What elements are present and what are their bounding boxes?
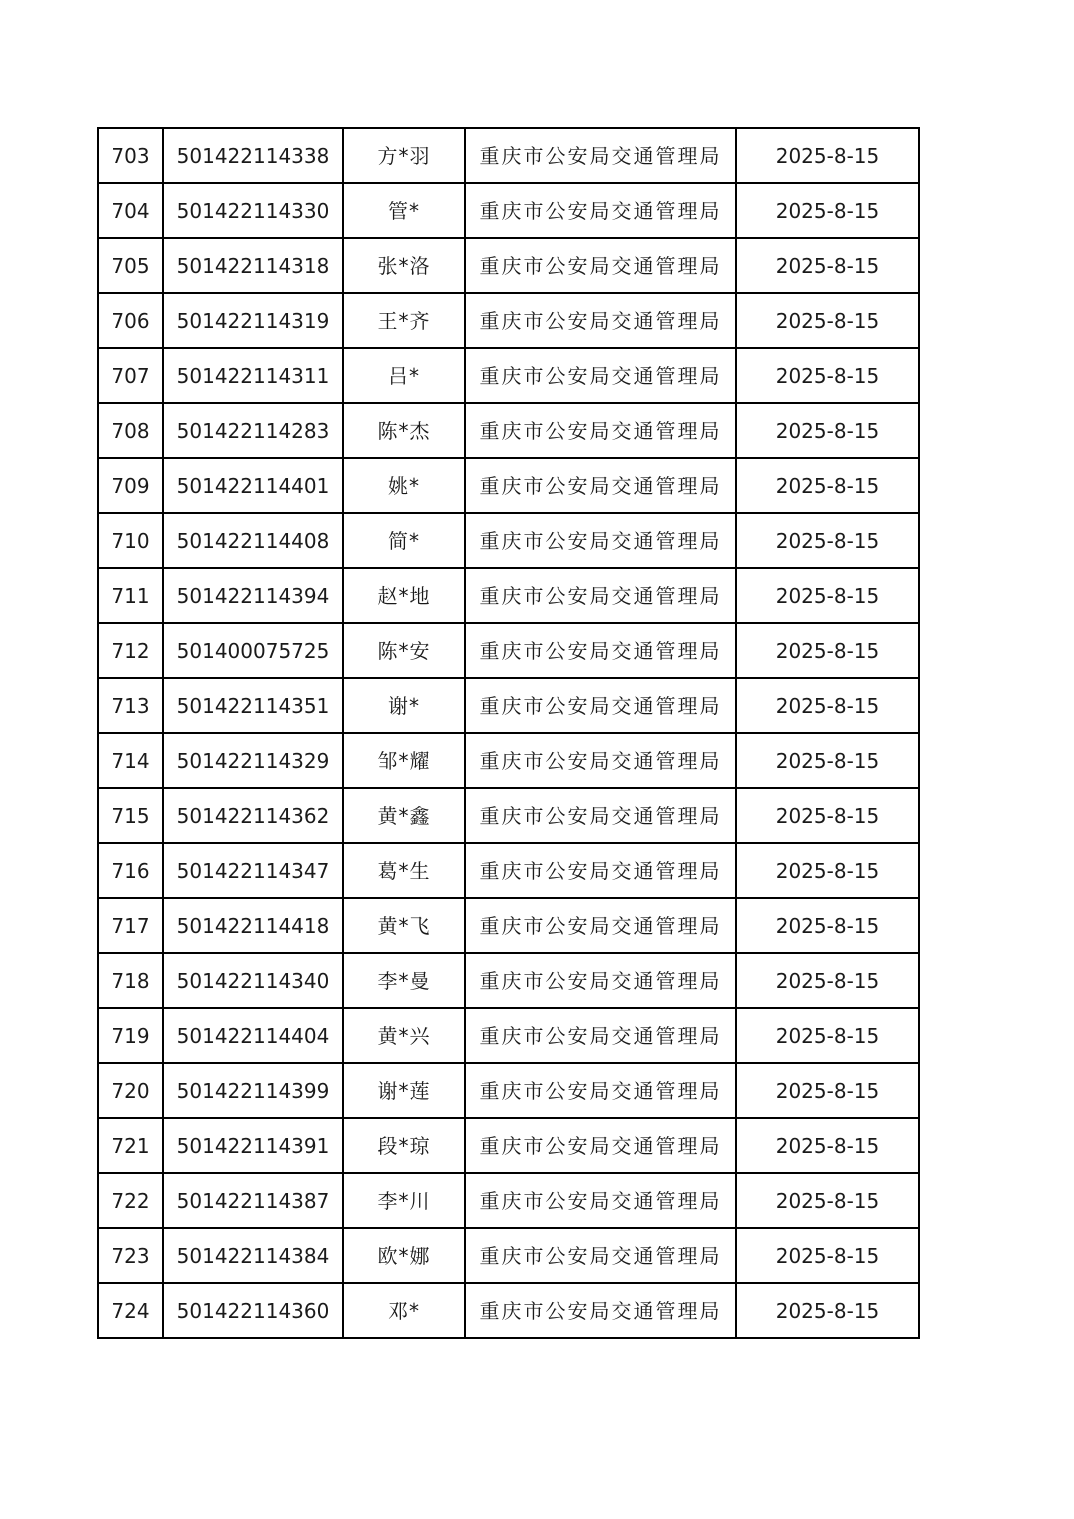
table-row <box>98 458 919 513</box>
table-row <box>98 1228 919 1283</box>
person-name: 王*齐 <box>343 293 465 348</box>
row-number: 717 <box>98 898 163 953</box>
table-row <box>98 348 919 403</box>
row-number: 708 <box>98 403 163 458</box>
issuing-authority: 重庆市公安局交通管理局 <box>465 348 736 403</box>
person-name: 李*川 <box>343 1173 465 1228</box>
row-number: 710 <box>98 513 163 568</box>
issuing-authority: 重庆市公安局交通管理局 <box>465 898 736 953</box>
issuing-authority: 重庆市公安局交通管理局 <box>465 183 736 238</box>
row-number: 712 <box>98 623 163 678</box>
row-number: 718 <box>98 953 163 1008</box>
record-id: 501422114401 <box>163 458 343 513</box>
record-date: 2025-8-15 <box>736 1008 919 1063</box>
record-date: 2025-8-15 <box>736 513 919 568</box>
record-date: 2025-8-15 <box>736 348 919 403</box>
record-id: 501422114329 <box>163 733 343 788</box>
record-date: 2025-8-15 <box>736 183 919 238</box>
record-date: 2025-8-15 <box>736 788 919 843</box>
issuing-authority: 重庆市公安局交通管理局 <box>465 1228 736 1283</box>
issuing-authority: 重庆市公安局交通管理局 <box>465 403 736 458</box>
record-date: 2025-8-15 <box>736 128 919 183</box>
records-table <box>97 127 920 1339</box>
person-name: 段*琼 <box>343 1118 465 1173</box>
issuing-authority: 重庆市公安局交通管理局 <box>465 1173 736 1228</box>
row-number: 713 <box>98 678 163 733</box>
record-id: 501422114404 <box>163 1008 343 1063</box>
record-date: 2025-8-15 <box>736 293 919 348</box>
issuing-authority: 重庆市公安局交通管理局 <box>465 238 736 293</box>
issuing-authority: 重庆市公安局交通管理局 <box>465 733 736 788</box>
record-date: 2025-8-15 <box>736 733 919 788</box>
table-row <box>98 678 919 733</box>
record-id: 501422114318 <box>163 238 343 293</box>
record-date: 2025-8-15 <box>736 953 919 1008</box>
table-row <box>98 623 919 678</box>
table-row <box>98 1008 919 1063</box>
record-date: 2025-8-15 <box>736 458 919 513</box>
person-name: 方*羽 <box>343 128 465 183</box>
issuing-authority: 重庆市公安局交通管理局 <box>465 1063 736 1118</box>
row-number: 719 <box>98 1008 163 1063</box>
row-number: 706 <box>98 293 163 348</box>
record-id: 501422114394 <box>163 568 343 623</box>
row-number: 704 <box>98 183 163 238</box>
row-number: 709 <box>98 458 163 513</box>
record-date: 2025-8-15 <box>736 898 919 953</box>
person-name: 张*洛 <box>343 238 465 293</box>
person-name: 黄*鑫 <box>343 788 465 843</box>
person-name: 姚* <box>343 458 465 513</box>
person-name: 邹*耀 <box>343 733 465 788</box>
row-number: 711 <box>98 568 163 623</box>
table-row <box>98 953 919 1008</box>
person-name: 简* <box>343 513 465 568</box>
issuing-authority: 重庆市公安局交通管理局 <box>465 1008 736 1063</box>
person-name: 谢* <box>343 678 465 733</box>
row-number: 714 <box>98 733 163 788</box>
table-row <box>98 293 919 348</box>
row-number: 720 <box>98 1063 163 1118</box>
person-name: 葛*生 <box>343 843 465 898</box>
table-row <box>98 238 919 293</box>
records-table-body <box>98 128 919 1338</box>
record-id: 501422114340 <box>163 953 343 1008</box>
record-date: 2025-8-15 <box>736 1118 919 1173</box>
person-name: 谢*莲 <box>343 1063 465 1118</box>
person-name: 赵*地 <box>343 568 465 623</box>
row-number: 705 <box>98 238 163 293</box>
record-id: 501422114418 <box>163 898 343 953</box>
row-number: 715 <box>98 788 163 843</box>
person-name: 黄*兴 <box>343 1008 465 1063</box>
person-name: 陈*安 <box>343 623 465 678</box>
record-id: 501422114362 <box>163 788 343 843</box>
issuing-authority: 重庆市公安局交通管理局 <box>465 128 736 183</box>
record-id: 501400075725 <box>163 623 343 678</box>
issuing-authority: 重庆市公安局交通管理局 <box>465 513 736 568</box>
issuing-authority: 重庆市公安局交通管理局 <box>465 1118 736 1173</box>
record-id: 501422114408 <box>163 513 343 568</box>
issuing-authority: 重庆市公安局交通管理局 <box>465 843 736 898</box>
record-date: 2025-8-15 <box>736 678 919 733</box>
row-number: 722 <box>98 1173 163 1228</box>
record-date: 2025-8-15 <box>736 1228 919 1283</box>
record-date: 2025-8-15 <box>736 1173 919 1228</box>
record-id: 501422114319 <box>163 293 343 348</box>
record-id: 501422114283 <box>163 403 343 458</box>
record-id: 501422114391 <box>163 1118 343 1173</box>
table-row <box>98 1173 919 1228</box>
row-number: 703 <box>98 128 163 183</box>
record-id: 501422114311 <box>163 348 343 403</box>
record-id: 501422114351 <box>163 678 343 733</box>
issuing-authority: 重庆市公安局交通管理局 <box>465 788 736 843</box>
row-number: 707 <box>98 348 163 403</box>
record-date: 2025-8-15 <box>736 1063 919 1118</box>
person-name: 吕* <box>343 348 465 403</box>
record-date: 2025-8-15 <box>736 568 919 623</box>
table-row <box>98 788 919 843</box>
person-name: 李*曼 <box>343 953 465 1008</box>
issuing-authority: 重庆市公安局交通管理局 <box>465 953 736 1008</box>
record-id: 501422114338 <box>163 128 343 183</box>
row-number: 716 <box>98 843 163 898</box>
issuing-authority: 重庆市公安局交通管理局 <box>465 623 736 678</box>
table-row <box>98 1063 919 1118</box>
record-id: 501422114399 <box>163 1063 343 1118</box>
record-date: 2025-8-15 <box>736 1283 919 1338</box>
table-row <box>98 183 919 238</box>
issuing-authority: 重庆市公安局交通管理局 <box>465 1283 736 1338</box>
row-number: 724 <box>98 1283 163 1338</box>
table-row <box>98 898 919 953</box>
record-date: 2025-8-15 <box>736 843 919 898</box>
row-number: 723 <box>98 1228 163 1283</box>
record-id: 501422114360 <box>163 1283 343 1338</box>
table-row <box>98 733 919 788</box>
record-date: 2025-8-15 <box>736 623 919 678</box>
record-id: 501422114347 <box>163 843 343 898</box>
table-row <box>98 1283 919 1338</box>
record-date: 2025-8-15 <box>736 238 919 293</box>
table-row <box>98 843 919 898</box>
record-id: 501422114384 <box>163 1228 343 1283</box>
table-row <box>98 568 919 623</box>
table-row <box>98 1118 919 1173</box>
issuing-authority: 重庆市公安局交通管理局 <box>465 458 736 513</box>
table-row <box>98 513 919 568</box>
issuing-authority: 重庆市公安局交通管理局 <box>465 568 736 623</box>
person-name: 黄*飞 <box>343 898 465 953</box>
person-name: 管* <box>343 183 465 238</box>
person-name: 陈*杰 <box>343 403 465 458</box>
record-date: 2025-8-15 <box>736 403 919 458</box>
record-id: 501422114387 <box>163 1173 343 1228</box>
person-name: 邓* <box>343 1283 465 1338</box>
person-name: 欧*娜 <box>343 1228 465 1283</box>
record-id: 501422114330 <box>163 183 343 238</box>
table-row <box>98 128 919 183</box>
issuing-authority: 重庆市公安局交通管理局 <box>465 678 736 733</box>
row-number: 721 <box>98 1118 163 1173</box>
issuing-authority: 重庆市公安局交通管理局 <box>465 293 736 348</box>
table-row <box>98 403 919 458</box>
